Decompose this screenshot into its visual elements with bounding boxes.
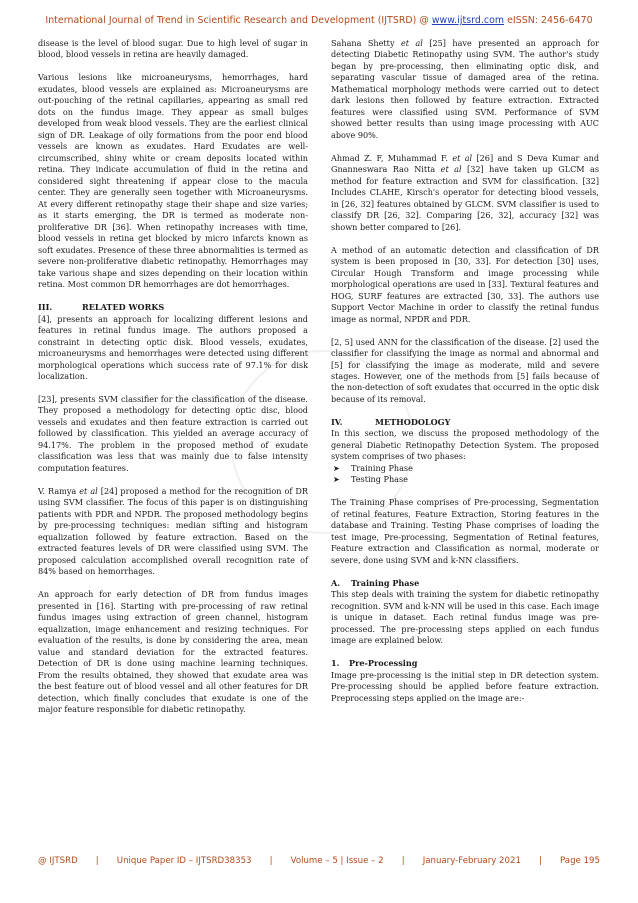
- paragraph: disease is the level of blood sugar. Due to high level of sugar in blood, blood vessels in retina are heavily damaged.: [38, 38, 308, 60]
- paragraph: A method of an automatic detection and classification of DR system is been proposed in [30, 33]. For detection [30] uses, Circular Hough Transform and image processing while morphological operations are used in [33]. Textural features and HOG, SURF features are extracted [30, 33]. The authors use Support Vector Machine in order to classify the retinal fundus image as normal, NPDR and PDR.: [331, 244, 599, 324]
- left-column: [38, 38, 308, 727]
- paragraph: [23], presents SVM classifier for the classification of the disease. They proposed a methodology for detecting optic disc, blood vessels and exudates and then feature extraction is carried out followed by classification. This yielded an average accuracy of 94.17%. The problem in the proposed method of exudate classification was less that was mainly due to false intensity computation features.: [38, 393, 308, 473]
- paragraph: Ahmad Z. F, Muhammad F. et al [26] and S Deva Kumar and Gnanneswara Rao Nitta et al [32] have taken up GLCM as method for feature extraction and SVM for classification. [32] Includes CLAHE, Kirsch's operator for detecting blood vessels, in [26, 32] features obtained by GLCM. SVM classifier is used to classify DR [26, 32]. Comparing [26, 32], accuracy [32] was shown better compared to [26].: [331, 152, 600, 232]
- subsection-heading-pre-processing: [331, 658, 599, 669]
- section-number: IV.: [331, 416, 343, 427]
- paragraph: Image pre-processing is the initial step in DR detection system. Pre-processing should be applied before feature extraction. Preprocessing steps applied on the image are:-: [331, 669, 599, 703]
- list-item: ➤ Training Phase: [333, 462, 413, 473]
- footer-paper-id: Unique Paper ID – IJTSRD38353: [116, 856, 252, 866]
- footer-date: January-February 2021: [422, 856, 521, 866]
- footer-separator: |: [539, 856, 542, 866]
- arrow-bullet-icon: ➤: [333, 463, 340, 473]
- page-footer: [38, 856, 600, 866]
- paragraph: Various lesions like microaneurysms, hemorrhages, hard exudates, blood vessels are explained as: Microaneurysms are out-pouching of the retinal capillaries, appearing as small red dots on the fundus image. They appear as small bulges developed from weak blood vessels. They are the earliest clinical sign of DR. Leakage of oily formations from the poor end blood vessels are known as exudates. Hard Exudates are well-circumscribed, shiny white or cream deposits located within retina. They indicate accumulation of fluid in the retina and considered sight threatening if appear close to the macula center. They are generally seen together with Microaneurysms. At every different retinopathy stage their shape and size varies; as it starts emerging, the DR is termed as moderate non-proliferative DR [36]. When retinopathy increases with time, blood vessels in retina get blocked by micro infarcts known as soft exudates. Presence of these three abnormalities is termed as severe non-proliferative diabetic retinopathy. Hemorrhages may take various shape and sizes depending on their location within retina. Most common DR hemorrhages are dot hemorrhages.: [38, 72, 308, 290]
- right-column: [331, 38, 599, 715]
- subsection-heading-training-phase: [331, 578, 599, 589]
- journal-issn: eISSN: 2456-6470: [504, 15, 593, 26]
- paragraph: [4], presents an approach for localizing different lesions and features in retinal fundus image. The authors proposed a constraint in detecting optic disk. Blood vessels, exudates, microaneurysms and hemorrhages were detected using different morphological operations which success rate of 97.1% for disk localization.: [38, 313, 308, 382]
- journal-name: International Journal of Trend in Scientific Research and Development (IJTSRD) @: [45, 15, 432, 26]
- section-number: III.: [38, 302, 53, 313]
- footer-separator: |: [269, 856, 273, 866]
- section-heading-methodology: [331, 417, 599, 428]
- footer-site: @ IJTSRD: [38, 856, 78, 866]
- paragraph: This step deals with training the system for diabetic retinopathy recognition. SVM and k-NN will be used in this case. Each image is unique in dataset. Each retinal fundus image was pre-processed. The pre-processing steps applied on each fundus image are explained below.: [331, 589, 599, 646]
- section-heading-related-works: [38, 302, 308, 313]
- journal-url-link[interactable]: www.ijtsrd.com: [431, 15, 505, 26]
- paragraph: V. Ramya et al [24] proposed a method for the recognition of DR using SVM classifier. The focus of this paper is on distinguishing patients with PDR and NPDR. The proposed methodology begins by pre-processing techniques: median sifting and histogram equalization followed by feature extraction. Based on the extracted features levels of DR were classified using SVM. The proposed calculation accomplished overall recognition rate of 84% based on hemorrhages.: [38, 485, 308, 577]
- phase-list: [331, 463, 599, 486]
- subsection-title: Pre-Processing: [349, 658, 418, 669]
- paragraph: The Training Phase comprises of Pre-processing, Segmentation of retinal features, Feature Extraction, Storing features in the database and Training. Testing Phase comprises of loading the test image, Pre-processing, Segmentation of Retinal features, Feature extraction and Classification as normal, moderate or severe, done using SVM and k-NN classifiers.: [331, 497, 599, 565]
- footer-separator: |: [95, 856, 99, 866]
- section-title: METHODOLOGY: [375, 416, 451, 427]
- footer-page-number: Page 195: [560, 856, 600, 866]
- footer-separator: |: [401, 856, 405, 866]
- section-title: RELATED WORKS: [82, 302, 165, 313]
- list-item: ➤ Testing Phase: [333, 474, 408, 485]
- paragraph: An approach for early detection of DR from fundus images presented in [16]. Starting with pre-processing of raw retinal fundus images using extraction of green channel, histogram equalization, image enhancement and resizing techniques. For evaluation of the results, is done by considering the area, mean value and standard deviation for the extracted features. Detection of DR is done using machine learning techniques. From the results obtained, they showed that exudate area was the best feature out of blood vessel and all other features for DR detection, which finally concludes that exudate is one of the major feature responsible for diabetic retinopathy.: [38, 589, 308, 715]
- subsection-title: Training Phase: [351, 577, 420, 588]
- paragraph: [2, 5] used ANN for the classification of the disease. [2] used the classifier for classifying the image as normal and abnormal and [5] for classifying the image as moderate, mild and severe stages. However, one of the methods from [5] fails because of the non-detection of soft exudates that occurred in the optic disk because of its removal.: [331, 336, 599, 404]
- subsection-number: 1.: [331, 658, 340, 669]
- footer-volume: Volume – 5 | Issue – 2: [290, 856, 384, 866]
- running-header: [0, 15, 638, 26]
- arrow-bullet-icon: ➤: [333, 475, 340, 485]
- subsection-number: A.: [331, 577, 341, 588]
- paragraph: Sahana Shetty et al [25] have presented an approach for detecting Diabetic Retinopathy using SVM. The author's study began by pre-processing, then eliminating optic disk, and separating vascular tissue of damaged area of the retina. Mathematical morphology methods were carried out to detect dark lesions then followed by feature extraction. Extracted features were classified using SVM. Performance of SVM showed better results than using image processing with AUC above 90%.: [331, 38, 600, 140]
- paragraph: In this section, we discuss the proposed methodology of the general Diabetic Retinopathy Detection System. The proposed system comprises of two phases:: [331, 428, 599, 462]
